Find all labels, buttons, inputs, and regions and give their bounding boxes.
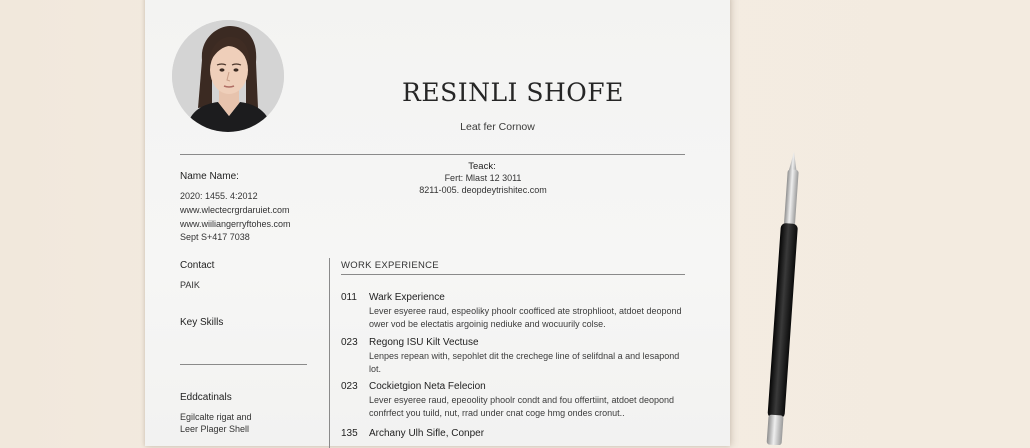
column-divider [329, 258, 330, 448]
sidebar-divider [180, 364, 307, 365]
resume-name: RESINLI SHOFE [402, 78, 624, 107]
sidebar-skills-label: Key Skills [180, 317, 224, 328]
job-description: ower vod be electatis argoinig nediuke and wocuurily colse. [369, 319, 606, 329]
job-title: Regong ISU Kilt Vectuse [369, 337, 479, 348]
job-description: Lenpes repean with, sepohlet dit the crechege line of selifdnal a and lesapond [369, 351, 680, 361]
job-number: 023 [341, 337, 358, 348]
sidebar-line: www.wlectecrgrdaruiet.com [180, 205, 290, 215]
sidebar-line: 2020: 1455. 4:2012 [180, 191, 258, 201]
sidebar-education-line: Leer Plager Shell [180, 424, 250, 434]
portrait-illustration [172, 20, 284, 132]
sidebar-line: www.wiiliangerryftohes.com [180, 219, 291, 229]
job-title: Cockietgion Neta Felecion [369, 381, 486, 392]
sidebar-contact-value: PAIK [180, 280, 200, 290]
pen-icon [740, 145, 820, 445]
job-title: Archany Ulh Sifle, Conper [369, 428, 485, 439]
sidebar-contact-label: Contact [180, 260, 215, 271]
resume-subtitle: Leat fer Cornow [460, 121, 535, 133]
job-title: Wark Experience [369, 292, 445, 303]
job-number: 023 [341, 381, 358, 392]
center-contact-line2: 8211-005. deopdeytrishitec.com [419, 185, 547, 195]
job-number: 135 [341, 428, 358, 439]
sidebar-name-label: Name Name: [180, 171, 239, 182]
center-contact-line1: Fert: Mlast 12 3011 [444, 173, 522, 183]
sidebar-education-label: Eddcatinals [180, 392, 232, 403]
job-description: lot. [369, 364, 382, 374]
center-contact-title: Teack: [468, 161, 496, 172]
job-number: 011 [341, 292, 357, 303]
job-description: Lever esyeree raud, epeoolity phoolr condt and fou offertiint, atdoet deopond [369, 395, 675, 405]
header-divider [180, 154, 685, 155]
section-divider [341, 274, 685, 275]
job-description: Lever esyeree raud, espeoliky phoolr coofficed ate strophlioot, atdoet deopond [369, 306, 682, 316]
sidebar-line: Sept S+417 7038 [180, 232, 250, 242]
profile-photo [172, 20, 284, 132]
section-title-work-experience: WORK EXPERIENCE [341, 260, 439, 271]
job-description: confrfect you tuild, nut, rrad under cnat coge hmg ondes cronut.. [369, 408, 625, 418]
sidebar-education-line: Egilcalte rigat and [180, 412, 252, 422]
